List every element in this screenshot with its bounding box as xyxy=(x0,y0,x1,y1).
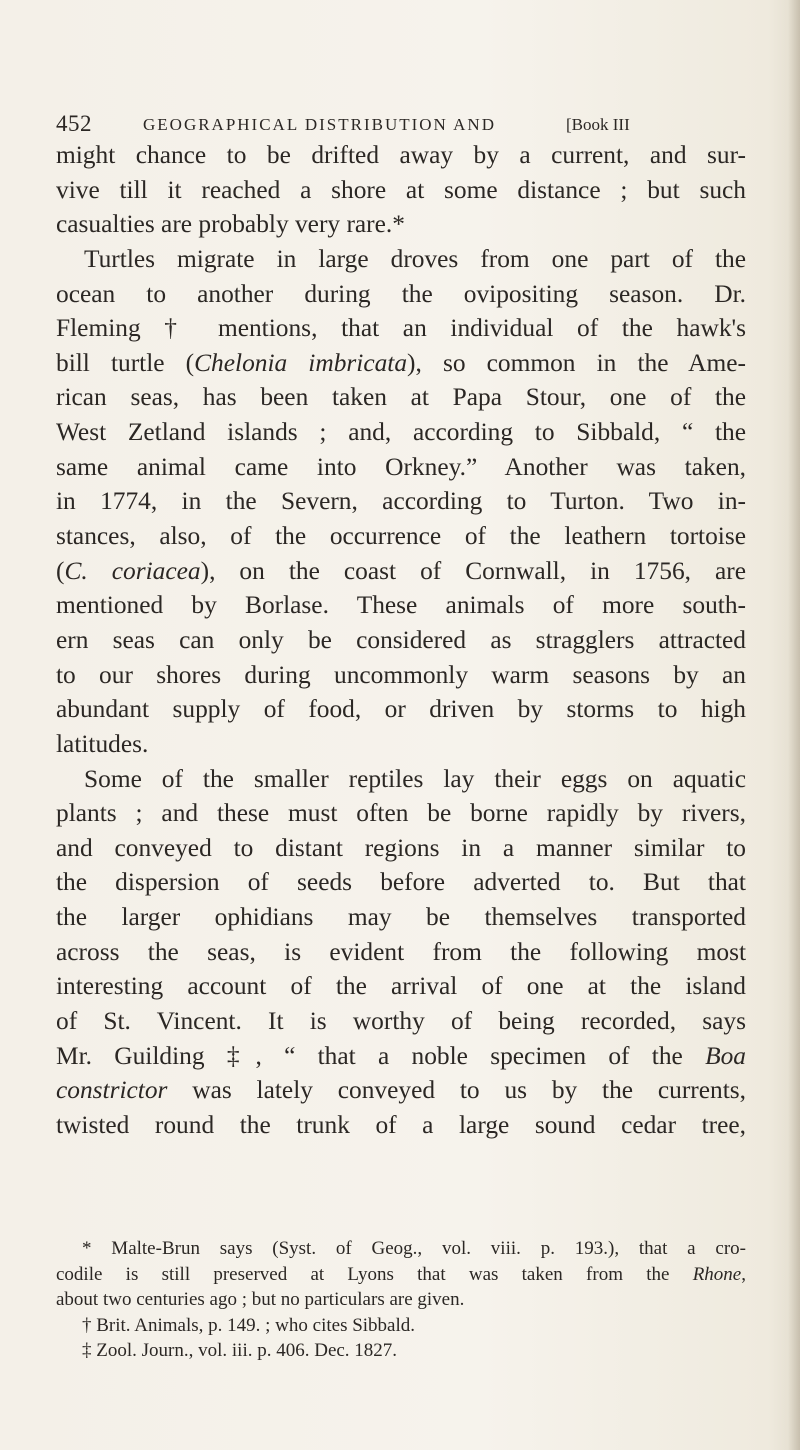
text-line: mentioned by Borlase. These animals of more south- xyxy=(56,591,746,620)
italic-term: constrictor xyxy=(56,1076,168,1105)
running-title: GEOGRAPHICAL DISTRIBUTION AND xyxy=(143,115,496,134)
text-line: Mr. Guilding ‡, “ that a noble specimen of the Boa xyxy=(56,1041,746,1070)
text-line: to our shores during uncommonly warm seasons by an xyxy=(56,660,746,689)
text-line: across the seas, is evident from the following most xyxy=(56,937,746,966)
text-line: Turtles migrate in large droves from one part of the xyxy=(84,244,746,273)
text-line: West Zetland islands ; and, according to Sibbald, “ the xyxy=(56,418,746,447)
text-line: casualties are probably very rare.* xyxy=(56,210,405,239)
footnote-line: codile is still preserved at Lyons that was taken from the Rhone, xyxy=(56,1263,746,1285)
text-line: abundant supply of food, or driven by storms to high xyxy=(56,695,746,724)
footnote-line: † Brit. Animals, p. 149. ; who cites Sibbald. xyxy=(82,1314,416,1336)
text-line: same animal came into Orkney.” Another was taken, xyxy=(56,452,746,481)
text-line: in 1774, in the Severn, according to Turton. Two in- xyxy=(56,487,746,516)
footnote-line: ‡ Zool. Journ., vol. iii. p. 406. Dec. 1827. xyxy=(82,1340,398,1361)
text-line: and conveyed to distant regions in a manner similar to xyxy=(56,833,746,862)
footnote-line: about two centuries ago ; but no particulars are given. xyxy=(56,1289,465,1310)
footnote-line: * Malte-Brun says (Syst. of Geog., vol. viii. p. 193.), that a cro- xyxy=(82,1238,746,1259)
text-line: constrictor was lately conveyed to us by the currents, xyxy=(56,1076,746,1105)
italic-term: Chelonia imbricata xyxy=(194,348,408,377)
italic-term: Rhone xyxy=(692,1263,742,1285)
text-line: interesting account of the arrival of one at the island xyxy=(56,972,746,1001)
page-edge-shadow xyxy=(788,0,800,1450)
text-line: latitudes. xyxy=(56,729,149,758)
italic-term: Boa xyxy=(705,1041,746,1070)
text-line: the larger ophidians may be themselves transported xyxy=(56,903,746,932)
text-line: of St. Vincent. It is worthy of being recorded, says xyxy=(56,1007,746,1036)
text-line: the dispersion of seeds before adverted to. But that xyxy=(56,868,746,897)
text-line: rican seas, has been taken at Papa Stour, one of the xyxy=(56,383,746,412)
running-header xyxy=(56,111,746,141)
text-line: stances, also, of the occurrence of the leathern tortoise xyxy=(56,522,746,551)
page-number: 452 xyxy=(56,111,92,136)
text-line: Fleming † mentions, that an individual of the hawk's xyxy=(56,314,746,343)
text-line: Some of the smaller reptiles lay their eggs on aquatic xyxy=(84,764,746,793)
italic-term: C. coriacea xyxy=(64,556,201,585)
text-line: might chance to be drifted away by a current, and sur- xyxy=(56,141,746,169)
text-line: ocean to another during the ovipositing season. Dr. xyxy=(56,279,746,308)
footnotes xyxy=(56,1236,746,1364)
text-line: ern seas can only be considered as stragglers attracted xyxy=(56,625,746,654)
text-line: vive till it reached a shore at some distance ; but such xyxy=(56,175,746,204)
text-line: bill turtle (Chelonia imbricata), so common in the Ame- xyxy=(56,348,746,377)
text-line: plants ; and these must often be borne rapidly by rivers, xyxy=(56,799,746,828)
book-reference: [Book III xyxy=(566,115,630,134)
text-line: twisted round the trunk of a large sound cedar tree, xyxy=(56,1110,746,1139)
text-line: (C. coriacea), on the coast of Cornwall, in 1756, are xyxy=(56,556,746,585)
body-text xyxy=(56,138,746,1143)
